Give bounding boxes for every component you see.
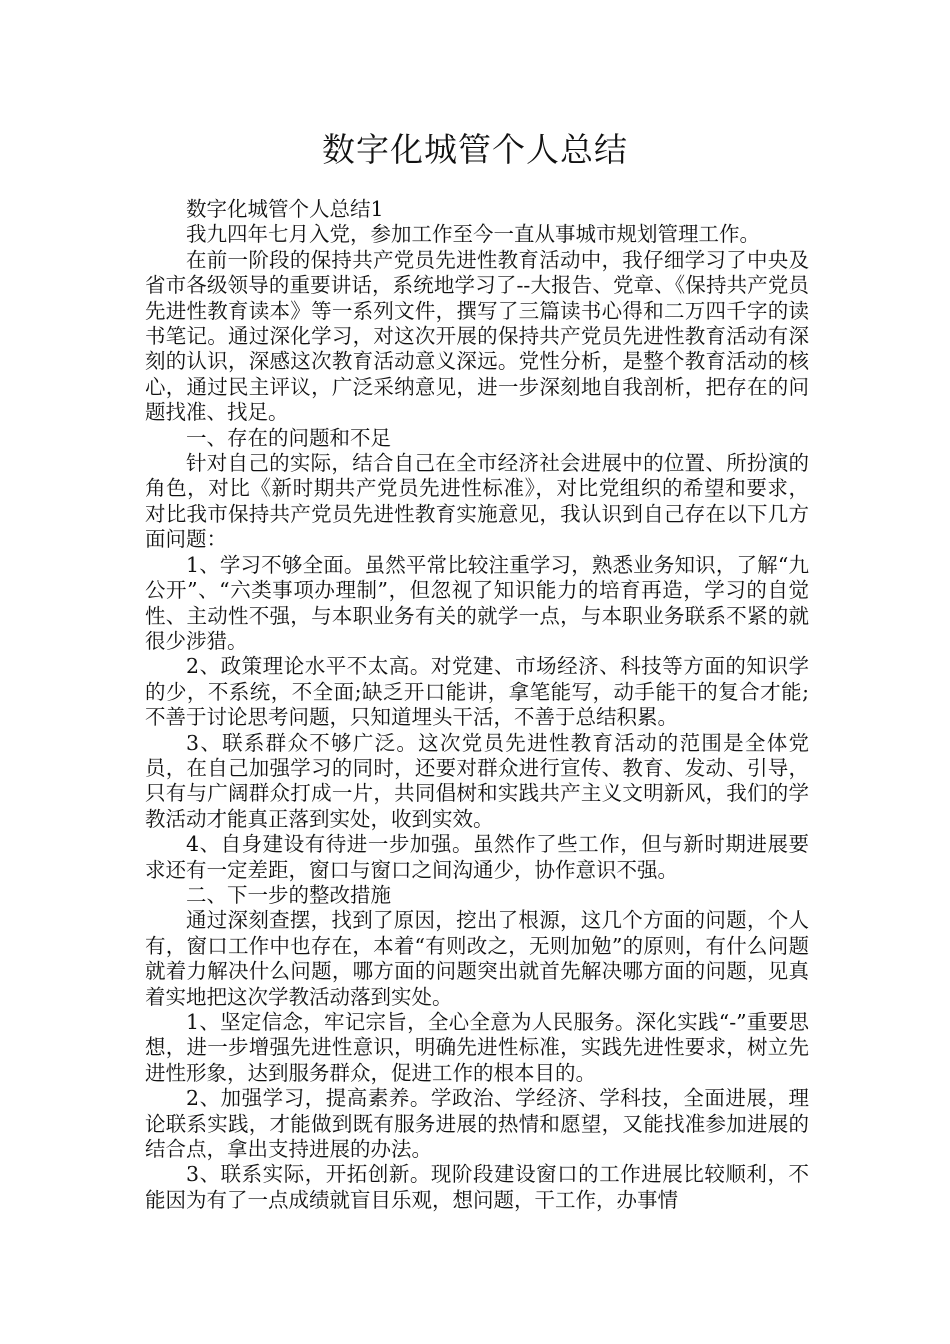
section-heading-problems: 一、存在的问题和不足 — [186, 425, 391, 450]
paragraph-measure-1: 1、坚定信念，牢记宗旨，全心全意为人民服务。深化实践“-”重要思想，进一步增强先进性意识，明确先进性标准，实践先进性要求，树立先进性形象，达到服务群众，促进工作的根本目的。 — [145, 1010, 809, 1085]
paragraph-measures-intro: 通过深刻查摆，找到了原因，挖出了根源，这几个方面的问题，个人有，窗口工作中也存在，本着“有则改之，无则加勉”的原则，有什么问题就着力解决什么问题，哪方面的问题突出就首先解决哪方面的问题，见真着实地把这次学教活动落到实处。 — [145, 908, 809, 1009]
document-title: 数字化城管个人总结 — [322, 130, 628, 169]
document-body — [145, 197, 809, 1213]
paragraph-measure-3: 3、联系实际，开拓创新。现阶段建设窗口的工作进展比较顺利，不能因为有了一点成绩就盲目乐观，想问题，干工作，办事情 — [145, 1162, 809, 1212]
paragraph-measure-2: 2、加强学习，提高素养。学政治、学经济、学科技，全面进展，理论联系实践，才能做到既有服务进展的热情和愿望，又能找准参加进展的结合点，拿出支持进展的办法。 — [145, 1086, 809, 1162]
paragraph-problem-2: 2、政策理论水平不太高。对党建、市场经济、科技等方面的知识学的少，不系统，不全面;缺乏开口能讲，拿笔能写，动手能干的复合才能;不善于讨论思考问题，只知道埋头干活，不善于总结积累。 — [145, 654, 809, 730]
paragraph-intro: 我九四年七月入党，参加工作至今一直从事城市规划管理工作。 — [186, 222, 760, 247]
paragraph-problem-1: 1、学习不够全面。虽然平常比较注重学习，熟悉业务知识，了解“九公开”、“六类事项办理制”，但忽视了知识能力的培育再造，学习的自觉性、主动性不强，与本职业务有关的就学一点，与本职业务联系不紧的就很少涉猎。 — [145, 552, 809, 653]
paragraph-problems-intro: 针对自己的实际，结合自己在全市经济社会进展中的位置、所扮演的角色，对比《新时期共产党员先进性标准》，对比党组织的希望和要求，对比我市保持共产党员先进性教育实施意见，我认识到自己存在以下几方面问题： — [145, 451, 809, 552]
paragraph-problem-3: 3、联系群众不够广泛。这次党员先进性教育活动的范围是全体党员，在自己加强学习的同时，还要对群众进行宣传、教育、发动、引导，只有与广阔群众打成一片，共同倡树和实践共产主义文明新风，我们的学教活动才能真正落到实处，收到实效。 — [145, 730, 809, 831]
paragraph-background: 在前一阶段的保持共产党员先进性教育活动中，我仔细学习了中央及省市各级领导的重要讲话，系统地学习了--大报告、党章、《保持共产党员先进性教育读本》等一系列文件，撰写了三篇读书心得和二万四千字的读书笔记。通过深化学习，对这次开展的保持共产党员先进性教育活动有深刻的认识，深感这次教育活动意义深远。党性分析，是整个教育活动的核心，通过民主评议，广泛采纳意见，进一步深刻地自我剖析，把存在的问题找准、找足。 — [145, 247, 809, 425]
section-heading-measures: 二、下一步的整改措施 — [186, 882, 391, 907]
document-subtitle: 数字化城管个人总结1 — [186, 197, 384, 221]
paragraph-problem-4: 4、自身建设有待进一步加强。虽然作了些工作，但与新时期进展要求还有一定差距，窗口与窗口之间沟通少，协作意识不强。 — [145, 832, 809, 882]
